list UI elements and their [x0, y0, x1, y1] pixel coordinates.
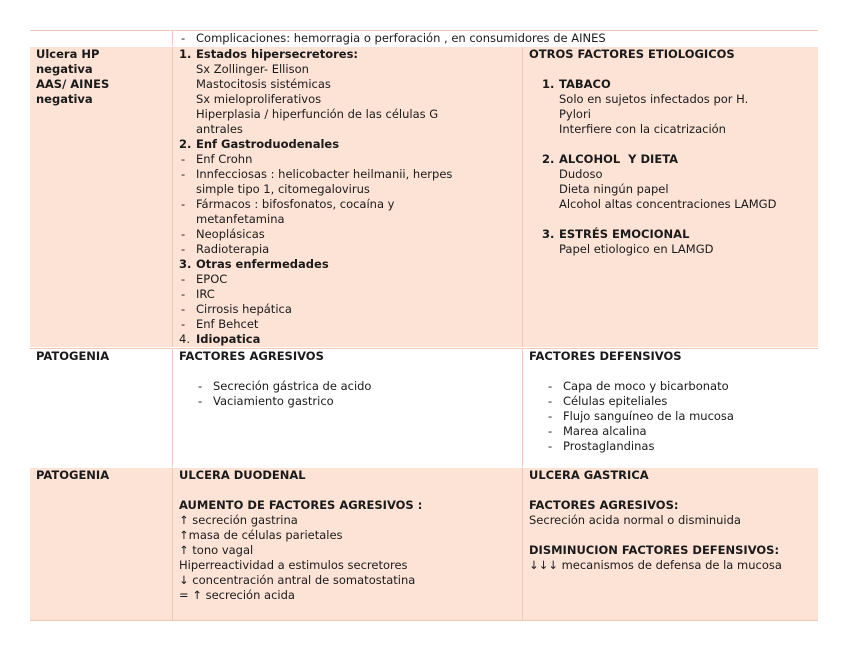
list-item: - Radioterapia [181, 242, 270, 256]
section-heading: AUMENTO DE FACTORES AGRESIVOS : [179, 498, 423, 512]
list-item: - Fármacos : bifosfonatos, cocaína y [181, 197, 395, 211]
list-item: - Vaciamiento gastrico [198, 394, 334, 408]
row0-content-cell [173, 31, 818, 46]
list-item: simple tipo 1, citomegalovirus [196, 182, 370, 196]
list-item: - Enf Crohn [181, 152, 253, 166]
row1-label-cell [30, 47, 173, 347]
row3-label-cell [30, 468, 173, 620]
list-item: Hiperplasia / hiperfunción de las células G [196, 107, 439, 121]
row3-duodenal-cell [173, 468, 523, 620]
section-heading: 2. Enf Gastroduodenales [179, 137, 340, 151]
column-heading: FACTORES DEFENSIVOS [529, 349, 682, 363]
list-item: ↓ concentración antral de somatostatina [179, 573, 416, 587]
table-row-patogenia-ulcers [30, 468, 818, 621]
list-item: Alcohol altas concentraciones LAMGD [559, 197, 777, 211]
list-item: - EPOC [181, 272, 228, 286]
list-item: metanfetamina [196, 212, 285, 226]
list-item: ↑masa de células parietales [179, 528, 343, 542]
list-item: - Secreción gástrica de acido [198, 379, 372, 393]
list-item: - Células epiteliales [548, 394, 668, 408]
list-item: - Marea alcalina [548, 424, 647, 438]
row2-aggressive-cell [173, 349, 523, 467]
document-table [30, 30, 818, 621]
list-item: - Neoplásicas [181, 227, 265, 241]
table-row-patogenia-factors [30, 348, 818, 468]
list-item: antrales [196, 122, 243, 136]
list-item: Sx Zollinger- Ellison [196, 62, 309, 76]
list-item: - Capa de moco y bicarbonato [548, 379, 729, 393]
list-item: - Cirrosis hepática [181, 302, 292, 316]
section-heading: 1. Estados hipersecretores: [179, 47, 359, 61]
row-label: PATOGENIA [36, 349, 110, 363]
list-item: - Innfecciosas : helicobacter heilmanii, herpes [181, 167, 453, 181]
list-item: - Complicaciones: hemorragia o perforación , en consumidores de AINES [181, 31, 606, 45]
list-item: ↑ secreción gastrina [179, 513, 298, 527]
list-item: Dieta ningún papel [559, 182, 669, 196]
section-heading: 4. Idiopatica [179, 332, 261, 346]
list-item: - IRC [181, 287, 215, 301]
list-item: - Prostaglandinas [548, 439, 655, 453]
row1-other-factors-cell [523, 47, 818, 347]
row2-defensive-cell [523, 349, 818, 467]
list-item: Dudoso [559, 167, 603, 181]
list-item: ↑ tono vagal [179, 543, 254, 557]
row1-causes-cell [173, 47, 523, 347]
column-heading: ULCERA GASTRICA [529, 468, 649, 482]
list-item: - Flujo sanguíneo de la mucosa [548, 409, 734, 423]
list-item: Sx mieloproliferativos [196, 92, 322, 106]
list-item: Hiperreactividad a estimulos secretores [179, 558, 408, 572]
list-item: Interfiere con la cicatrización [559, 122, 726, 136]
row-label: AAS/ AINES [36, 77, 110, 91]
row-label: negativa [36, 62, 93, 76]
column-heading: OTROS FACTORES ETIOLOGICOS [529, 47, 735, 61]
row-label: negativa [36, 92, 93, 106]
column-heading: FACTORES AGRESIVOS [179, 349, 324, 363]
table-row-complications [30, 30, 818, 47]
section-heading: 1. TABACO [542, 77, 611, 91]
list-item: Solo en sujetos infectados por H. [559, 92, 749, 106]
row3-gastric-cell [523, 468, 818, 620]
section-heading: FACTORES AGRESIVOS: [529, 498, 679, 512]
row-label: PATOGENIA [36, 468, 110, 482]
list-item: Papel etiologico en LAMGD [559, 242, 714, 256]
list-item: - Enf Behcet [181, 317, 259, 331]
table-row-hp-negativa [30, 47, 818, 348]
list-item: = ↑ secreción acida [179, 588, 295, 602]
section-heading: 3. ESTRÉS EMOCIONAL [542, 227, 690, 241]
section-heading: 2. ALCOHOL Y DIETA [542, 152, 679, 166]
list-item: Mastocitosis sistémicas [196, 77, 331, 91]
list-item: Pylori [559, 107, 591, 121]
section-heading: 3. Otras enfermedades [179, 257, 329, 271]
row0-label-cell [30, 31, 173, 46]
list-item: ↓↓↓ mecanismos de defensa de la mucosa [529, 558, 782, 572]
column-heading: ULCERA DUODENAL [179, 468, 306, 482]
row2-label-cell [30, 349, 173, 467]
row-label: Ulcera HP [36, 47, 100, 61]
section-heading: DISMINUCION FACTORES DEFENSIVOS: [529, 543, 780, 557]
list-item: Secreción acida normal o disminuida [529, 513, 741, 527]
